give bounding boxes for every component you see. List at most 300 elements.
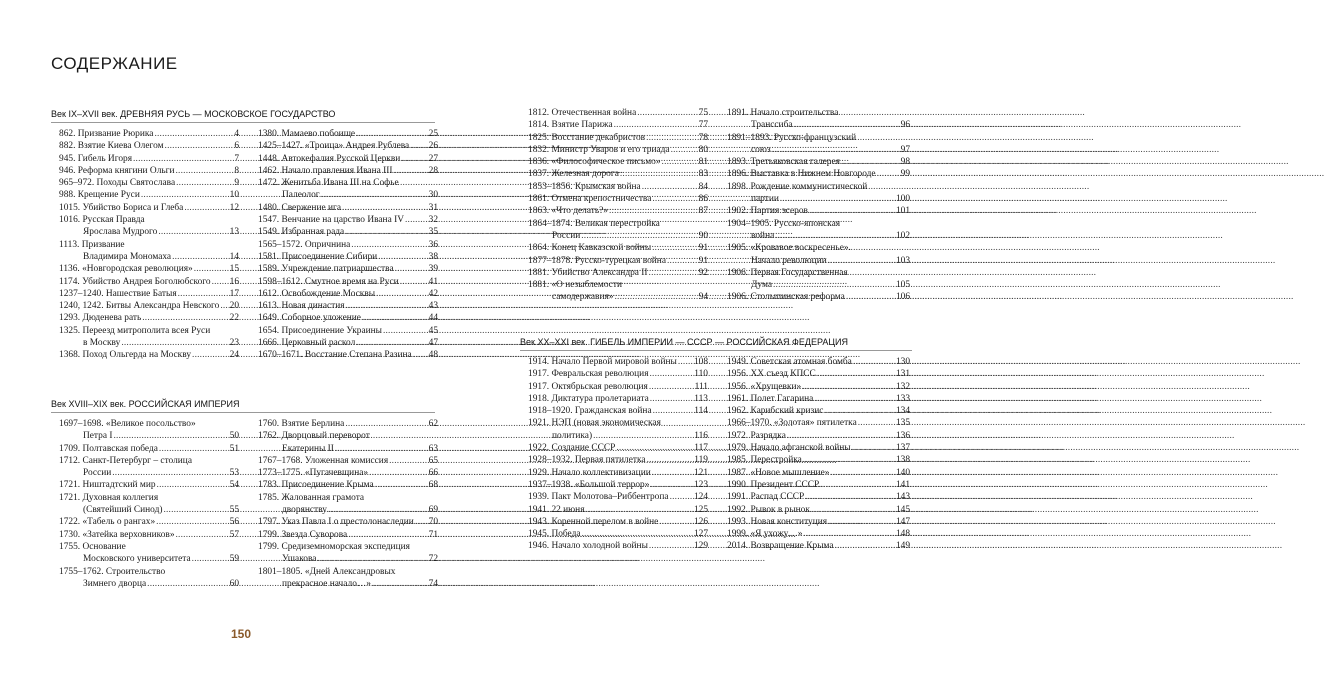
toc-entry-title	[258, 288, 438, 300]
toc-page-number: 97	[900, 144, 910, 155]
toc-entry-text: 1797. Указ Павла I о престолонаследии	[258, 517, 414, 528]
toc-entry	[528, 479, 708, 491]
toc-entry	[727, 267, 910, 292]
toc-entry-text: 1755–1762. Строительство	[59, 566, 166, 577]
toc-entry-title	[59, 479, 239, 491]
toc-entry	[727, 168, 910, 180]
dot-leader	[194, 263, 229, 275]
toc-entry-title-continued	[727, 119, 910, 131]
toc-entry-title	[59, 312, 239, 324]
toc-column	[727, 356, 910, 553]
toc-entry-text: 1929. Начало коллективизации	[528, 467, 651, 478]
toc-entry-text: 1987. «Новое мышление»	[727, 467, 830, 478]
toc-page-number: 105	[895, 280, 910, 291]
dot-leader	[817, 368, 895, 380]
toc-entry-text: 1864. Конец Кавказской войны	[528, 243, 652, 254]
dot-leader	[395, 263, 428, 275]
toc-entry	[59, 128, 239, 140]
toc-entry-title	[59, 541, 239, 553]
toc-column	[59, 418, 239, 590]
dot-leader	[158, 226, 228, 238]
dot-leader	[780, 193, 895, 205]
toc-page-number: 126	[693, 516, 708, 527]
toc-entry-text: Екатерины II	[282, 443, 334, 454]
dot-leader	[647, 454, 694, 466]
page-number: 150	[231, 627, 252, 641]
toc-entry-text: 1918–1920. Гражданская война	[528, 406, 652, 417]
toc-entry-title	[528, 242, 708, 254]
toc-entry-text: 1943. Коренной перелом в войне	[528, 516, 659, 527]
toc-page-number: 138	[895, 455, 910, 466]
toc-entry	[727, 205, 910, 217]
toc-entry-title	[258, 566, 438, 578]
dot-leader	[662, 156, 698, 168]
dot-leader	[581, 230, 697, 242]
toc-page-number: 47	[428, 338, 438, 349]
toc-entry-text: 1613. Новая династия	[258, 301, 345, 312]
toc-page-number: 16	[229, 276, 239, 287]
dot-leader	[649, 267, 698, 279]
toc-page-number: 68	[428, 480, 438, 491]
toc-entry-title	[59, 128, 239, 140]
dot-leader	[147, 578, 228, 590]
toc-page-number: 119	[694, 455, 708, 466]
toc-entry-title	[528, 255, 708, 267]
toc-entry-title-continued	[727, 279, 910, 291]
toc-entry-title	[59, 239, 239, 251]
toc-entry	[59, 177, 239, 189]
toc-entry	[59, 566, 239, 591]
toc-page-number: 100	[895, 194, 910, 205]
toc-entry	[258, 455, 438, 467]
dot-leader	[802, 381, 895, 393]
toc-entry-text: 1325. Переезд митрополита всея Руси	[59, 325, 211, 336]
toc-page-number: 75	[698, 108, 708, 118]
toc-entry-title	[528, 168, 708, 180]
toc-entry-text: Палеолог	[282, 190, 320, 201]
toc-page-number: 8	[234, 165, 239, 176]
toc-entry-text: 1368. Поход Ольгерда на Москву	[59, 350, 192, 361]
toc-entry-title	[528, 540, 708, 552]
toc-entry-title	[528, 381, 708, 393]
toc-page-number: 101	[895, 206, 910, 217]
toc-page-number: 65	[428, 455, 438, 466]
toc-entry-text: 1814. Взятие Парижа	[528, 120, 613, 131]
toc-entry-text: 1549. Избранная рада	[258, 227, 345, 238]
toc-page-number: 59	[229, 554, 239, 565]
toc-page-number: 77	[698, 120, 708, 131]
dot-leader	[671, 144, 698, 156]
toc-entry-text: 1896. Выставка в Нижнем Новгороде	[727, 169, 876, 180]
toc-page-number: 110	[694, 369, 708, 380]
dot-leader	[375, 479, 428, 491]
toc-page-number: 31	[428, 202, 438, 213]
toc-entry-text: 1480. Свержение ига	[258, 202, 341, 213]
dot-leader	[346, 300, 428, 312]
toc-entry	[258, 288, 438, 300]
dot-leader	[646, 132, 698, 144]
toc-entry-text: 1941. 22 июня	[528, 504, 585, 515]
toc-entry-title	[59, 443, 239, 455]
toc-entry-title	[59, 214, 239, 226]
dot-leader	[650, 368, 694, 380]
toc-entry	[528, 168, 708, 180]
toc-page-number: 86	[698, 194, 708, 205]
toc-entry-title	[727, 516, 910, 528]
toc-entry-text: 1972. Разрядка	[727, 430, 786, 441]
toc-entry-text: война	[751, 230, 775, 241]
toc-entry-title	[528, 405, 708, 417]
dot-leader	[773, 279, 895, 291]
toc-entry-title	[258, 239, 438, 251]
dot-leader	[616, 442, 693, 454]
toc-page-number: 106	[895, 292, 910, 303]
dot-leader	[176, 177, 233, 189]
dot-leader	[413, 349, 428, 361]
toc-entry-title	[258, 467, 438, 479]
toc-entry-title	[528, 132, 708, 144]
toc-entry	[528, 368, 708, 380]
toc-page-number: 20	[229, 301, 239, 312]
toc-entry-text: 1877–1878. Русско-турецкая война	[528, 255, 666, 266]
toc-page-number: 26	[428, 141, 438, 152]
toc-entry-text: в Москву	[83, 338, 121, 349]
dot-leader	[614, 119, 698, 131]
toc-page-number: 133	[895, 393, 910, 404]
toc-page-number: 145	[895, 504, 910, 515]
toc-entry	[258, 140, 438, 152]
toc-entry	[528, 242, 708, 254]
toc-entry	[258, 165, 438, 177]
toc-entry	[528, 393, 708, 405]
toc-entry	[528, 267, 708, 279]
toc-entry-title	[258, 165, 438, 177]
toc-entry-title	[59, 140, 239, 152]
toc-entry-title	[727, 218, 910, 230]
toc-entry-title	[59, 566, 239, 578]
toc-page-number: 10	[229, 190, 239, 201]
toc-entry-title	[727, 168, 910, 180]
toc-page-number: 102	[895, 230, 910, 241]
toc-entry-text: 1949. Советская атомная бомба	[727, 357, 852, 367]
toc-entry-text: 1999. «Я ухожу…»	[727, 529, 803, 540]
toc-page-number: 6	[234, 141, 239, 152]
dot-leader	[141, 189, 229, 201]
toc-entry-text: 1722. «Табель о рангах»	[59, 517, 156, 528]
toc-entry	[258, 153, 438, 165]
toc-entry	[727, 218, 910, 243]
toc-entry-title	[258, 153, 438, 165]
dot-leader	[637, 107, 697, 119]
toc-page-number: 121	[693, 467, 708, 478]
toc-page-number: 80	[698, 144, 708, 155]
toc-entry-text: 1547. Венчание на царство Ивана IV	[258, 215, 404, 226]
dot-leader	[653, 405, 694, 417]
dot-leader	[828, 255, 895, 267]
dot-leader	[835, 540, 895, 552]
toc-entry-text: союз	[751, 144, 771, 155]
toc-entry-title-continued	[258, 443, 438, 455]
toc-entry	[59, 492, 239, 517]
toc-entry-text: 1697–1698. «Великое посольство»	[59, 419, 196, 429]
dot-leader	[348, 529, 427, 541]
toc-entry-title	[258, 325, 438, 337]
toc-entry	[727, 417, 910, 429]
dot-leader	[858, 417, 895, 429]
toc-entry-text: 1462. Начало правления Ивана III	[258, 165, 393, 176]
toc-entry-text: Ярослава Мудрого	[83, 227, 158, 238]
toc-entry-title	[59, 177, 239, 189]
dot-leader	[828, 516, 895, 528]
toc-entry-text: 1380. Мамаево побоище	[258, 129, 356, 139]
toc-entry	[59, 529, 239, 541]
toc-entry-title	[59, 276, 239, 288]
dot-leader	[803, 528, 895, 540]
toc-entry-text: 1832. Министр Уваров и его триада	[528, 144, 670, 155]
toc-entry-title	[258, 276, 438, 288]
dot-leader	[345, 226, 427, 238]
toc-entry	[59, 325, 239, 350]
toc-entry-text: 1136. «Новгородская революция»	[59, 264, 193, 275]
toc-entry	[528, 193, 708, 205]
toc-entry	[258, 214, 438, 226]
dot-leader	[328, 504, 428, 516]
toc-entry-title	[727, 181, 910, 193]
toc-entry-title	[727, 205, 910, 217]
toc-entry	[727, 504, 910, 516]
toc-entry-title-continued	[528, 291, 708, 303]
toc-entry-title	[528, 205, 708, 217]
toc-entry	[258, 300, 438, 312]
toc-page-number: 45	[428, 325, 438, 336]
toc-entry	[258, 128, 438, 140]
toc-entry	[528, 442, 708, 454]
toc-page-number: 108	[693, 357, 708, 367]
toc-entry-title-continued	[727, 144, 910, 156]
toc-entry-text: 1785. Жалованная грамота	[258, 492, 365, 503]
toc-entry	[528, 540, 708, 552]
toc-page-number: 83	[698, 169, 708, 180]
toc-entry	[727, 479, 910, 491]
toc-entry-title	[258, 263, 438, 275]
dot-leader	[172, 251, 229, 263]
toc-entry-text: 1898. Рождение коммунистической	[727, 181, 868, 192]
toc-entry-text: 1914. Начало Первой мировой войны	[528, 357, 677, 367]
toc-page-number: 56	[229, 517, 239, 528]
toc-page-number: 63	[428, 443, 438, 454]
toc-entry-text: 882. Взятие Киева Олегом	[59, 141, 164, 152]
toc-entry-title	[727, 479, 910, 491]
dot-leader	[678, 356, 693, 368]
toc-entry	[727, 368, 910, 380]
dot-leader	[335, 443, 428, 455]
dot-leader	[615, 291, 698, 303]
toc-entry	[258, 467, 438, 479]
toc-entry-title	[727, 491, 910, 503]
toc-entry-title	[528, 454, 708, 466]
dot-leader	[650, 479, 693, 491]
toc-entry-text: 1891. Начало строительства	[727, 108, 839, 118]
toc-entry-text: 1812. Отечественная война	[528, 108, 637, 118]
toc-entry	[258, 492, 438, 517]
toc-entry-text: 1767–1768. Уложенная комиссия	[258, 455, 389, 466]
toc-entry	[528, 454, 708, 466]
toc-entry	[727, 156, 910, 168]
toc-column	[258, 418, 438, 590]
toc-entry	[258, 202, 438, 214]
toc-page-number: 48	[428, 350, 438, 361]
toc-entry	[727, 356, 910, 368]
toc-page-number: 32	[428, 215, 438, 226]
toc-page-number: 148	[895, 529, 910, 540]
dot-leader	[794, 119, 900, 131]
dot-leader	[133, 153, 233, 165]
toc-entry	[528, 255, 708, 267]
toc-page-number: 147	[895, 516, 910, 527]
toc-entry	[528, 528, 708, 540]
toc-entry-title	[727, 381, 910, 393]
toc-entry-title	[258, 226, 438, 238]
toc-entry-title	[528, 356, 708, 368]
toc-entry-title	[528, 107, 708, 119]
toc-entry-title	[258, 177, 438, 189]
toc-entry-text: 1928–1932. Первая пятилетка	[528, 455, 646, 466]
toc-entry	[528, 119, 708, 131]
toc-page-number: 27	[428, 153, 438, 164]
toc-page-number: 66	[428, 468, 438, 479]
dot-leader	[667, 255, 698, 267]
toc-entry-title-continued	[258, 553, 438, 565]
toc-entry	[258, 516, 438, 528]
toc-page-number: 62	[428, 419, 438, 429]
toc-entry-text: 1891–1893. Русско-французский	[727, 132, 857, 143]
toc-entry-text: России	[552, 230, 581, 241]
toc-entry-title	[528, 516, 708, 528]
toc-page-number: 25	[428, 129, 438, 139]
toc-entry-title	[258, 430, 438, 442]
toc-page-number: 70	[428, 517, 438, 528]
toc-entry-title	[258, 529, 438, 541]
toc-entry-text: (Святейший Синод)	[83, 505, 163, 516]
dot-leader	[342, 202, 428, 214]
toc-page-number: 15	[229, 264, 239, 275]
toc-entry-text: прекрасное начало…»	[282, 578, 371, 589]
toc-entry-text: дворянству	[282, 505, 327, 516]
toc-entry-text: 1962. Карибский кризис	[727, 406, 824, 417]
dot-leader	[142, 312, 228, 324]
toc-entry-text: 1801–1805. «Дней Александровых	[258, 566, 396, 577]
toc-entry	[59, 140, 239, 152]
toc-entry	[258, 566, 438, 591]
toc-entry	[258, 418, 438, 430]
toc-entry-text: 1293. Дюденева рать	[59, 313, 142, 324]
toc-entry-title	[528, 504, 708, 516]
dot-leader	[192, 553, 229, 565]
toc-entry-title	[727, 540, 910, 552]
toc-entry-text: 1863. «Что делать?»	[528, 206, 608, 217]
toc-entry-text: 1966–1970. «Золотая» пятилетка	[727, 418, 857, 429]
dot-leader	[121, 337, 228, 349]
toc-entry	[59, 276, 239, 288]
toc-entry-text: 1902. Партия эсеров	[727, 206, 808, 217]
toc-page-number: 12	[229, 202, 239, 213]
toc-entry-text: 1904–1905. Русско-японская	[727, 218, 841, 229]
toc-entry-title	[727, 442, 910, 454]
toc-entry	[528, 417, 708, 442]
toc-page-number: 17	[229, 288, 239, 299]
toc-entry	[727, 540, 910, 552]
dot-leader	[317, 553, 427, 565]
dot-leader	[642, 181, 698, 193]
toc-page-number: 114	[694, 406, 708, 417]
dot-leader	[803, 454, 895, 466]
dot-leader	[814, 393, 895, 405]
toc-entry	[59, 516, 239, 528]
dot-leader	[405, 214, 428, 226]
toc-page-number: 117	[694, 443, 708, 454]
toc-entry-text: 1773–1775. «Пугачевщина»	[258, 468, 369, 479]
toc-page-number: 132	[895, 381, 910, 392]
toc-entry-title	[258, 492, 438, 504]
toc-page-number: 99	[900, 169, 910, 180]
toc-entry-text: 1589. Учреждение патриаршества	[258, 264, 394, 275]
toc-page-number: 111	[694, 381, 708, 392]
dot-leader	[351, 239, 427, 251]
toc-page-number: 127	[693, 529, 708, 540]
toc-entry-text: Московского университета	[83, 554, 191, 565]
dot-leader	[649, 540, 693, 552]
toc-entry-title	[528, 368, 708, 380]
toc-entry-text: 1448. Автокефалия Русской Церкви	[258, 153, 401, 164]
toc-entry-text: 988. Крещение Руси	[59, 190, 140, 201]
toc-page-number: 116	[694, 430, 708, 441]
dot-leader	[772, 144, 900, 156]
toc-entry-text: 1565–1572. Опричнина	[258, 239, 351, 250]
toc-page-number: 149	[895, 541, 910, 552]
toc-entry-title-continued	[59, 337, 239, 349]
toc-page-number: 24	[229, 350, 239, 361]
dot-leader	[652, 467, 693, 479]
toc-entry-text: 1861. Отмена крепостничества	[528, 194, 652, 205]
toc-entry	[727, 430, 910, 442]
dot-leader	[820, 479, 895, 491]
toc-page-number: 57	[229, 529, 239, 540]
dot-leader	[775, 230, 895, 242]
toc-entry	[528, 381, 708, 393]
toc-entry-title	[727, 132, 910, 144]
toc-entry-text: 1837. Железная дорога	[528, 169, 619, 180]
toc-entry-title	[258, 337, 438, 349]
toc-entry-title	[59, 325, 239, 337]
toc-entry	[727, 442, 910, 454]
toc-entry-title	[59, 300, 239, 312]
toc-entry-title	[727, 417, 910, 429]
toc-entry-title	[59, 263, 239, 275]
toc-page-number: 74	[428, 578, 438, 589]
toc-entry-text: России	[83, 468, 112, 479]
toc-entry-text: 1649. Соборное уложение	[258, 313, 361, 324]
toc-entry	[59, 443, 239, 455]
toc-entry-title	[59, 529, 239, 541]
toc-page-number: 23	[229, 338, 239, 349]
toc-entry	[59, 189, 239, 201]
toc-page-number: 91	[698, 243, 708, 254]
toc-entry	[727, 291, 910, 303]
toc-entry-text: 1993. Новая конституция	[727, 516, 828, 527]
toc-entry	[258, 337, 438, 349]
toc-entry-text: 1992. Рывок в рынок	[727, 504, 810, 515]
toc-entry-text: 1906. Столыпинская реформа	[727, 292, 845, 303]
